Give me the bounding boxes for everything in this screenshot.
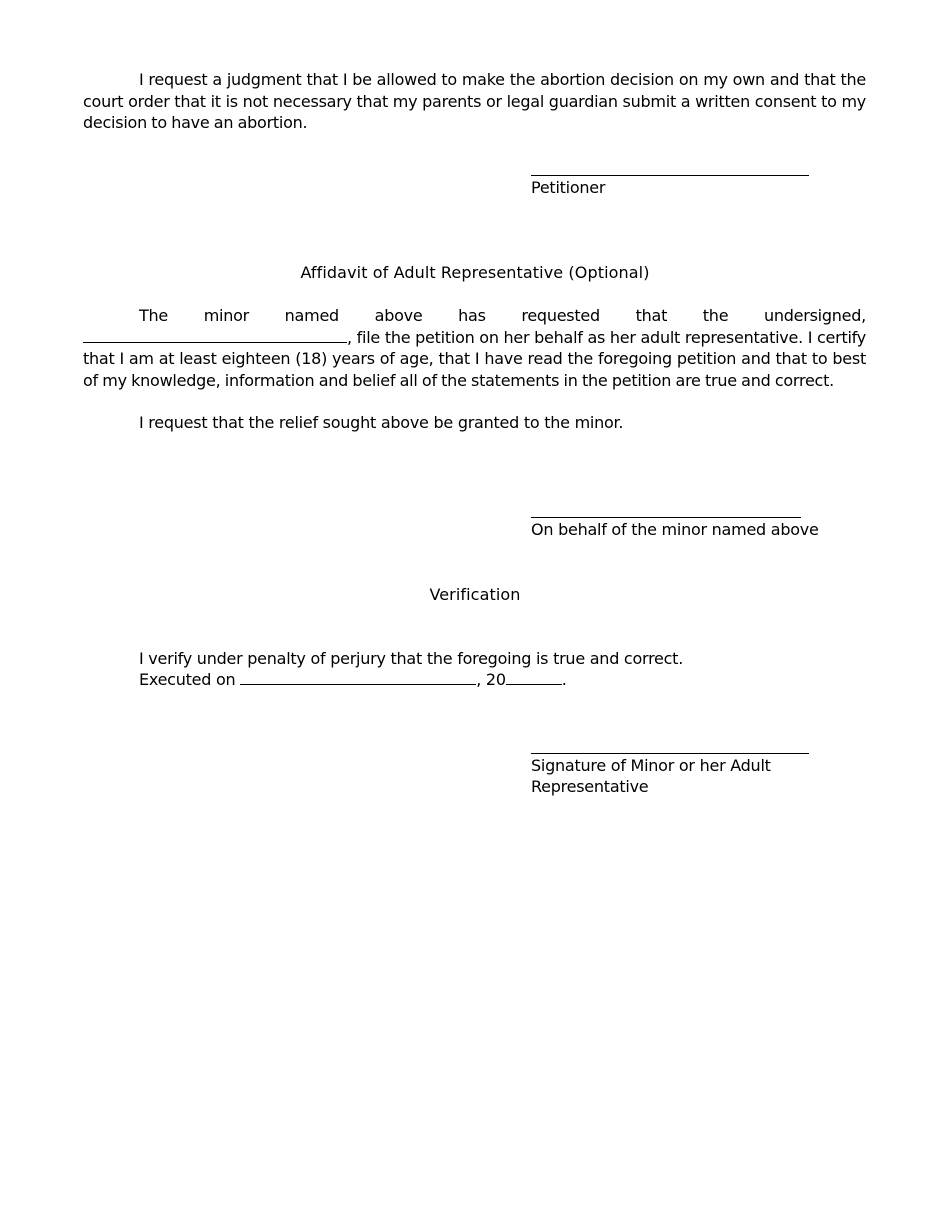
request-paragraph: [83, 69, 866, 134]
behalf-label: On behalf of the minor named above: [531, 520, 819, 539]
executed-suffix: .: [561, 670, 567, 689]
signature-label-line1: Signature of Minor or her Adult: [531, 756, 771, 775]
undersigned-name-field[interactable]: [83, 327, 347, 343]
relief-paragraph-text: I request that the relief sought above be granted to the minor.: [139, 413, 624, 432]
signature-label-line2: Representative: [531, 777, 649, 796]
petitioner-label: Petitioner: [531, 178, 606, 197]
executed-year-field[interactable]: [506, 669, 562, 685]
relief-paragraph: [83, 412, 866, 434]
petitioner-signature-line[interactable]: [531, 175, 809, 176]
verification-title: Verification: [429, 585, 521, 604]
affidavit-intro-text: The minor named above has requested that the undersigned,: [139, 306, 866, 325]
executed-prefix: Executed on: [139, 670, 236, 689]
affidavit-title: Affidavit of Adult Representative (Optional): [300, 263, 650, 282]
affidavit-body-text: file the petition on her behalf as her adult representative. I certify that I am at least eighteen (18) years of age, that I have read the foregoing petition and that to best of my knowledge, information and belief all of the statements in the petition are true and correct.: [83, 327, 867, 390]
verification-statement: I verify under penalty of perjury that the foregoing is true and correct.: [139, 649, 684, 668]
behalf-signature-line[interactable]: [531, 517, 801, 518]
executed-date-field[interactable]: [240, 669, 476, 685]
affidavit-paragraph: [83, 305, 866, 391]
executed-year-prefix: , 20: [476, 670, 506, 689]
affidavit-comma: ,: [347, 327, 352, 347]
request-paragraph-text: I request a judgment that I be allowed to make the abortion decision on my own and that the court order that it is not necessary that my parents or legal guardian submit a written consent to my decision to have an abortion.: [83, 70, 866, 132]
final-signature-line[interactable]: [531, 753, 809, 754]
executed-on-line: [139, 669, 839, 691]
